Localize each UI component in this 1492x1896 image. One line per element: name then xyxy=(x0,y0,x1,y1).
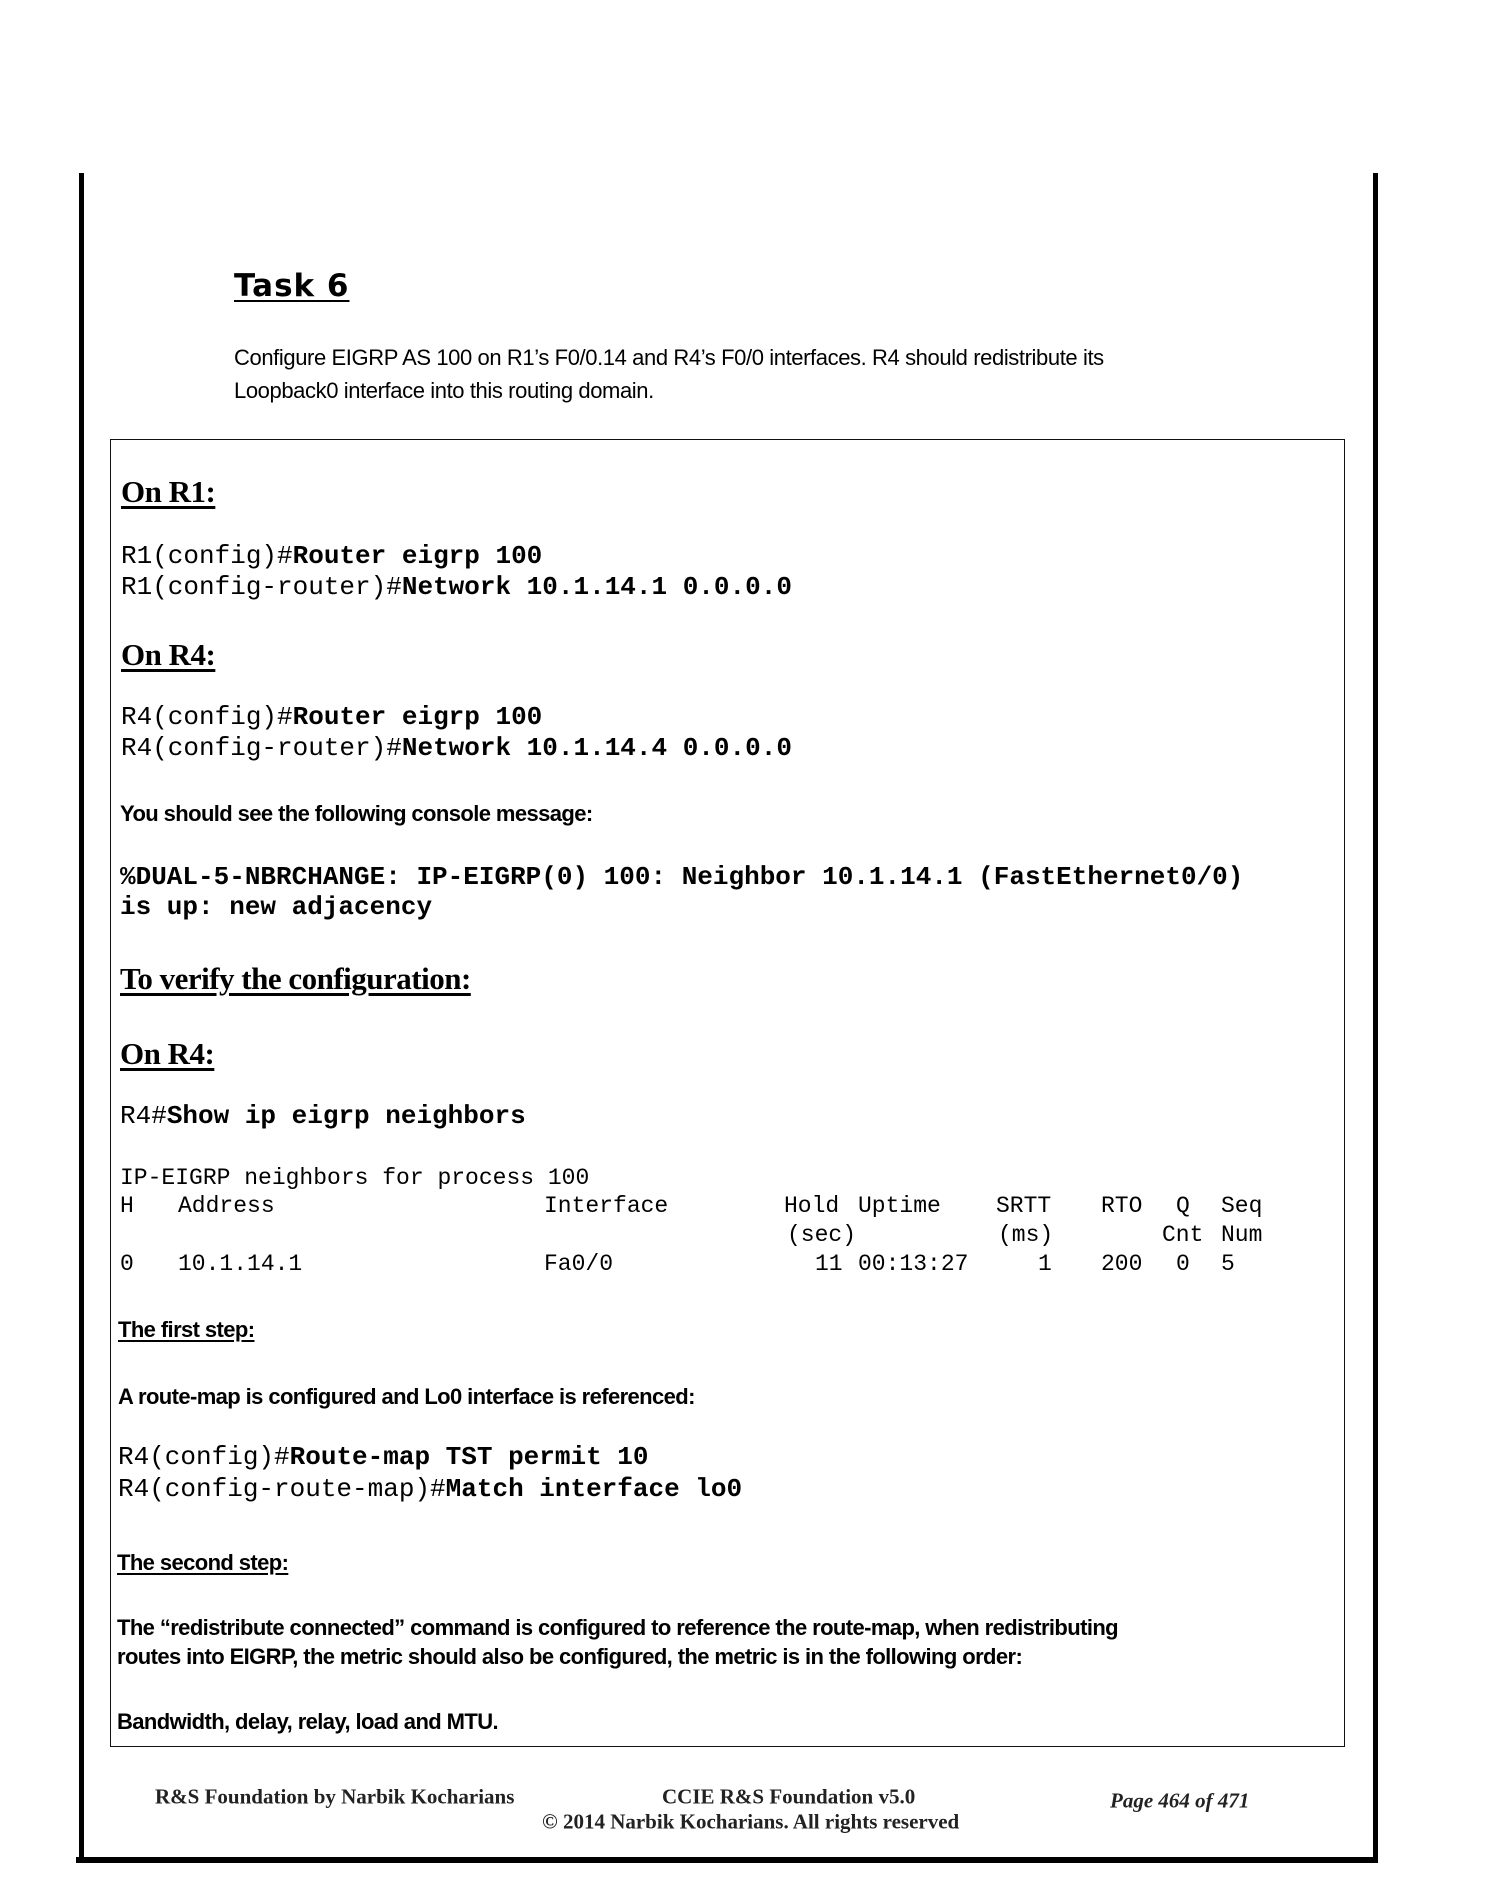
page-border-right xyxy=(1373,173,1378,1863)
cell-q-cnt: 0 xyxy=(1176,1251,1190,1277)
second-step-text-line-2: routes into EIGRP, the metric should also be configured, the metric is in the following order: xyxy=(117,1644,1023,1669)
prompt: R1(config)# xyxy=(121,541,293,571)
route-map-command-line-1 xyxy=(118,1442,649,1472)
header-q-cnt: Cnt xyxy=(1162,1222,1204,1248)
first-step-text: A route-map is configured and Lo0 interface is referenced: xyxy=(118,1384,695,1409)
header-srtt: SRTT xyxy=(996,1193,1052,1219)
header-rto: RTO xyxy=(1101,1193,1143,1219)
command: Router eigrp 100 xyxy=(292,541,543,571)
header-interface: Interface xyxy=(544,1193,669,1219)
cell-interface: Fa0/0 xyxy=(544,1251,614,1277)
cell-h: 0 xyxy=(120,1251,134,1277)
command: Route-map TST permit 10 xyxy=(289,1442,649,1472)
header-hold: Hold xyxy=(784,1193,840,1219)
cell-hold: 11 xyxy=(815,1251,843,1277)
header-srtt-unit: (ms) xyxy=(998,1222,1054,1248)
r4-command-line-2 xyxy=(121,733,792,763)
console-intro: You should see the following console message: xyxy=(120,801,593,826)
command: Network 10.1.14.4 0.0.0.0 xyxy=(401,733,792,763)
task-title: Task 6 xyxy=(234,268,350,304)
footer-author: R&S Foundation by Narbik Kocharians xyxy=(155,1784,515,1809)
cell-uptime: 00:13:27 xyxy=(858,1251,969,1277)
console-message-line-1: %DUAL-5-NBRCHANGE: IP-EIGRP(0) 100: Neighbor 10.1.14.1 (FastEthernet0/0) xyxy=(120,862,1244,892)
footer-copyright: © 2014 Narbik Kocharians. All rights reserved xyxy=(542,1809,960,1834)
task-description-line-1: Configure EIGRP AS 100 on R1’s F0/0.14 and R4’s F0/0 interfaces. R4 should redistribute its xyxy=(234,345,1104,370)
r4-command-line-1 xyxy=(121,702,542,732)
cell-srtt: 1 xyxy=(1038,1251,1052,1277)
header-seq-num: Num xyxy=(1221,1222,1263,1248)
prompt: R4(config)# xyxy=(118,1442,290,1472)
prompt: R4(config-router)# xyxy=(121,733,402,763)
cell-rto: 200 xyxy=(1101,1251,1143,1277)
cell-address: 10.1.14.1 xyxy=(178,1251,303,1277)
on-r4-heading: On R4: xyxy=(121,637,216,672)
command: Match interface lo0 xyxy=(445,1474,743,1504)
header-address: Address xyxy=(178,1193,275,1219)
header-hold-unit: (sec) xyxy=(787,1222,857,1248)
solution-box xyxy=(110,439,1345,1747)
first-step-heading: The first step: xyxy=(118,1317,255,1342)
r1-command-line-1 xyxy=(121,541,542,571)
second-step-heading: The second step: xyxy=(117,1550,289,1575)
prompt: R4(config)# xyxy=(121,702,293,732)
task-description-line-2: Loopback0 interface into this routing domain. xyxy=(234,378,654,403)
verify-heading: To verify the configuration: xyxy=(120,961,471,996)
console-message-line-2: is up: new adjacency xyxy=(120,892,433,922)
header-q: Q xyxy=(1176,1193,1190,1219)
prompt: R4(config-route-map)# xyxy=(118,1474,446,1504)
on-r1-heading: On R1: xyxy=(121,474,216,509)
header-uptime: Uptime xyxy=(858,1193,941,1219)
footer-book-title: CCIE R&S Foundation v5.0 xyxy=(662,1784,916,1809)
show-command-line xyxy=(120,1101,526,1131)
command: Network 10.1.14.1 0.0.0.0 xyxy=(401,572,792,602)
table-title: IP-EIGRP neighbors for process 100 xyxy=(120,1165,590,1191)
prompt: R1(config-router)# xyxy=(121,572,402,602)
header-h: H xyxy=(120,1193,134,1219)
page-border-left xyxy=(79,173,84,1863)
command: Show ip eigrp neighbors xyxy=(166,1101,526,1131)
route-map-command-line-2 xyxy=(118,1474,742,1504)
footer-page-number: Page 464 of 471 xyxy=(1110,1788,1250,1813)
verify-on-r4-heading: On R4: xyxy=(120,1036,215,1071)
metric-order: Bandwidth, delay, relay, load and MTU. xyxy=(117,1709,498,1734)
second-step-text-line-1: The “redistribute connected” command is configured to reference the route-map, when redistributing xyxy=(117,1615,1119,1640)
header-seq: Seq xyxy=(1221,1193,1263,1219)
prompt: R4# xyxy=(120,1101,167,1131)
cell-seq-num: 5 xyxy=(1221,1251,1235,1277)
page-border-bottom xyxy=(76,1857,1378,1863)
command: Router eigrp 100 xyxy=(292,702,543,732)
r1-command-line-2 xyxy=(121,572,792,602)
